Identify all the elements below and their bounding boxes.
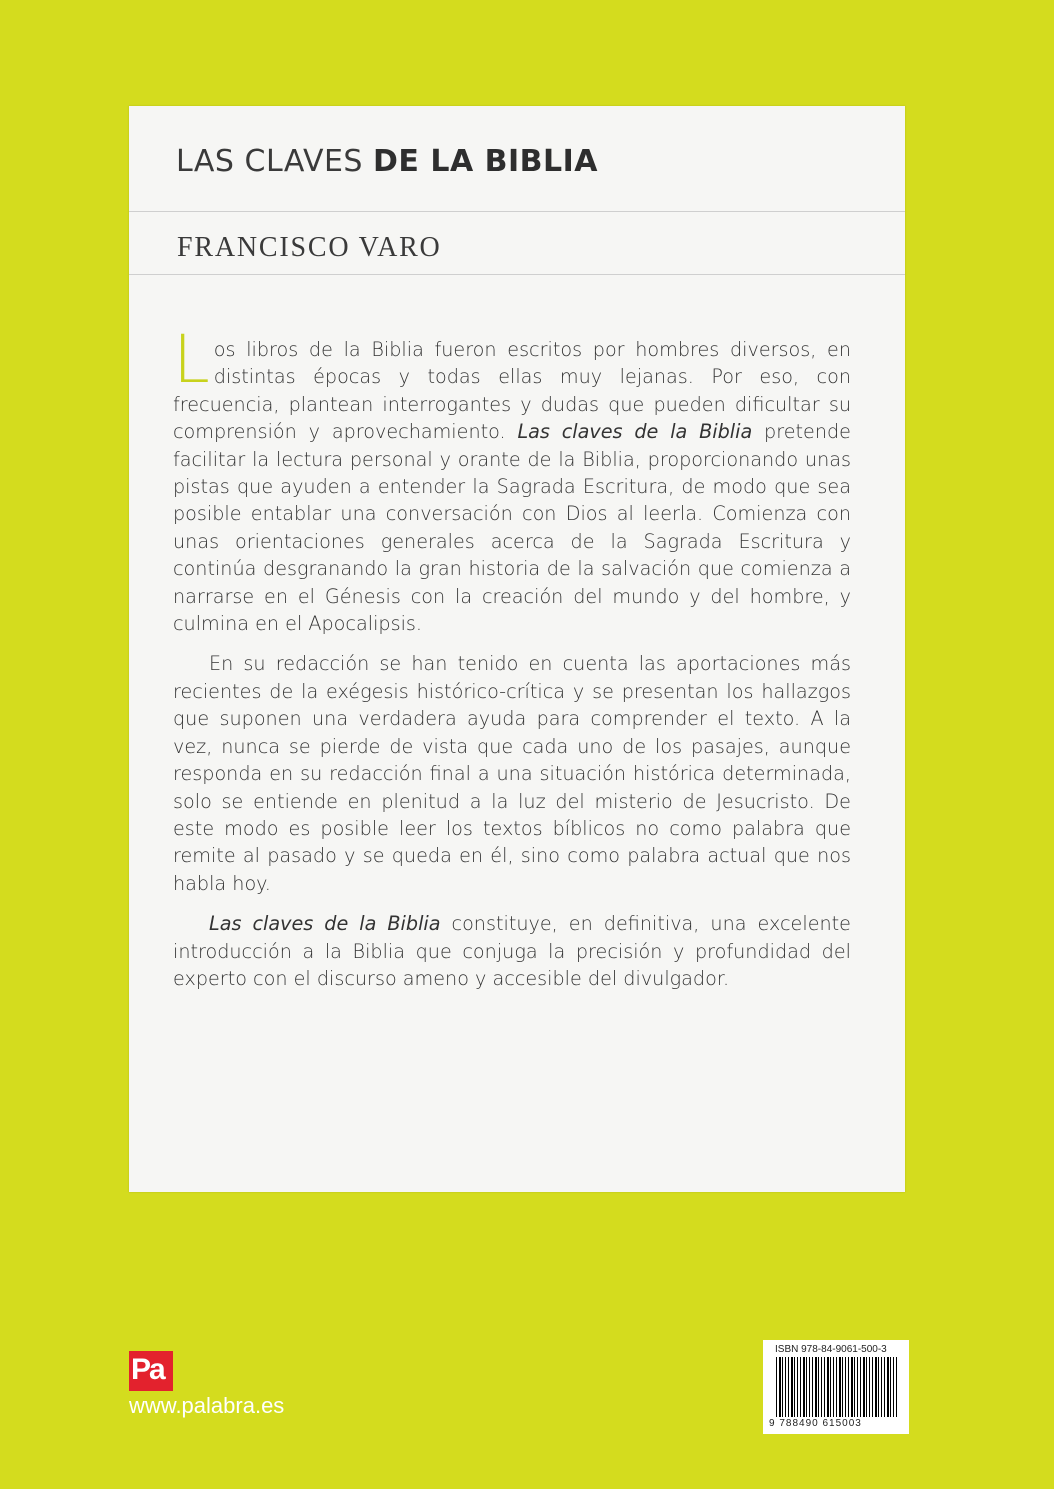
back-cover-panel: [129, 106, 905, 1192]
series-title-light: LAS CLAVES: [176, 144, 374, 179]
author-name: FRANCISCO VARO: [177, 232, 442, 263]
barcode-box: [763, 1340, 909, 1434]
publisher-logo-text: Pa: [131, 1353, 164, 1386]
barcode-bars: [776, 1357, 898, 1417]
series-title-block: [129, 106, 905, 212]
drop-cap: L: [173, 321, 210, 398]
blurb-p3-b: constituye, en definitiva, una excelente introducción a la Biblia que conjuga la precisión y profundidad del experto con el discurso ameno y accesible del divulgador.: [173, 912, 851, 990]
publisher-logo: [129, 1351, 173, 1391]
blurb-paragraph-1: [173, 321, 851, 637]
blurb-paragraph-2: En su redacción se han tenido en cuenta las aportaciones más recientes de la exégesis histórico-crítica y se presentan los hallazgos que suponen una verdadera ayuda para comprender el texto. A la vez, nunca se pierde de vista que cada uno de los pasajes, aunque responda en su redacción final a una situación histórica determinada, solo se entiende en plenitud a la luz del misterio de Jesucristo. De este modo es posible leer los textos bíblicos no como palabra que remite al pasado y se queda en él, sino como palabra actual que nos habla hoy.: [173, 652, 851, 895]
ean-digits: 9 788490 615003: [769, 1418, 862, 1429]
series-title: [176, 144, 598, 179]
blurb-p3-title: Las claves de la Biblia: [209, 912, 441, 936]
blurb-p1-title: Las claves de la Biblia: [517, 420, 753, 444]
series-title-bold: DE LA BIBLIA: [373, 144, 599, 179]
blurb-p1-a: os libros de la Biblia fueron escritos por hombres diversos, en distintas épocas y todas ellas muy lejanas. Por eso, con frecuencia, plantean interrogantes y dudas que pueden dificultar su comprensión y aprovechamiento.: [173, 338, 851, 444]
author-block: [129, 212, 905, 275]
publisher-url: www.palabra.es: [129, 1393, 285, 1418]
blurb-text: [173, 321, 851, 992]
isbn-label: ISBN 978-84-9061-500-3: [775, 1344, 887, 1355]
blurb-p1-b: pretende facilitar la lectura personal y orante de la Biblia, proporcionando unas pistas que ayuden a entender la Sagrada Escritura, de modo que sea posible entablar una conversación con Dios al leerla. Comienza con unas orientaciones generales acerca de la Sagrada Escritura y continúa desgranando la gran historia de la salvación que comienza a narrarse en el Génesis con la creación del mundo y del hombre, y culmina en el Apocalipsis.: [173, 420, 851, 636]
blurb-paragraph-3: [173, 910, 851, 992]
